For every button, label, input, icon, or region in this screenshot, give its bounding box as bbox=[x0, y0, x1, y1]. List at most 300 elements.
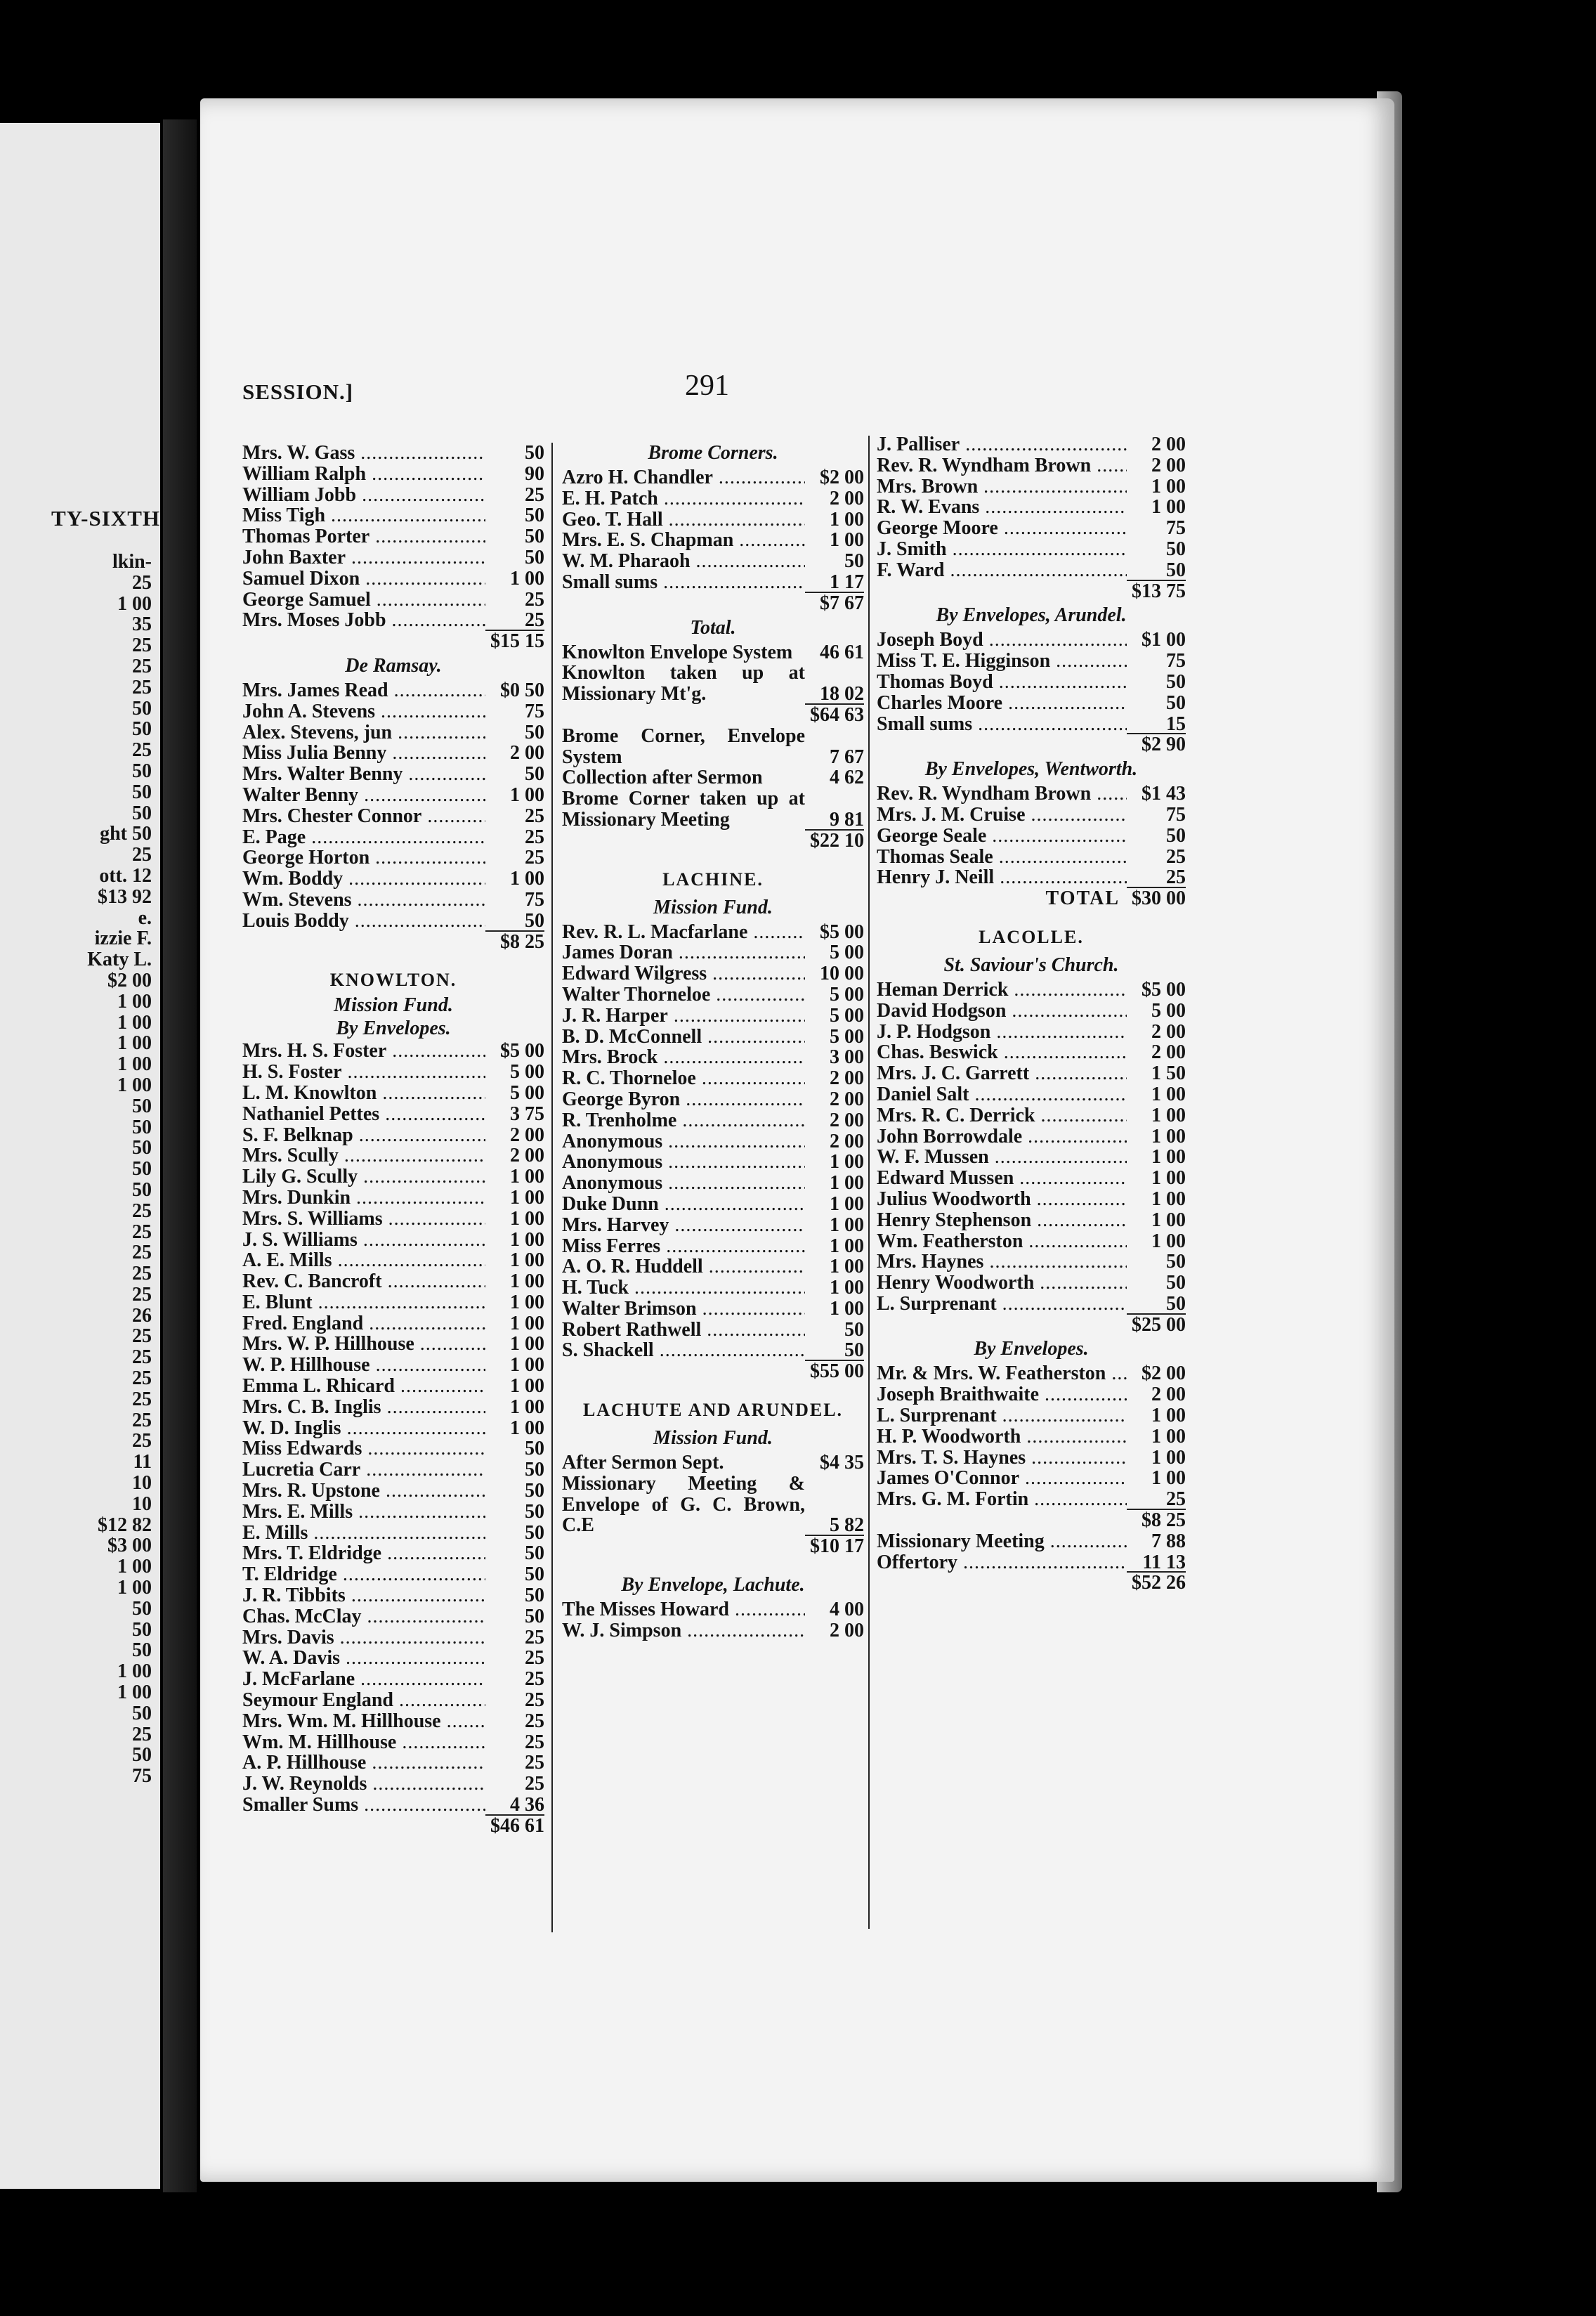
list-item bbox=[242, 806, 544, 827]
donation-amount: 25 bbox=[525, 1752, 544, 1774]
donation-amount: 1 00 bbox=[830, 1235, 864, 1257]
list-item bbox=[242, 1313, 544, 1334]
entry-amount: 46 61 bbox=[820, 641, 864, 663]
left-page-line: 25 bbox=[132, 1242, 152, 1264]
donation-amount: 25 bbox=[525, 826, 544, 848]
list-item bbox=[877, 847, 1186, 868]
donation-amount: 25 bbox=[525, 609, 544, 632]
donor-name: Wm. M. Hillhouse ..... bbox=[242, 1732, 485, 1753]
left-page-line: $3 00 bbox=[107, 1535, 152, 1557]
list-item bbox=[877, 1448, 1186, 1469]
donor-name: Mrs. H. S. Foster ..... bbox=[242, 1041, 485, 1062]
donor-name: Mrs. Dunkin ..... bbox=[242, 1188, 485, 1209]
list-item bbox=[242, 1145, 544, 1166]
list-item bbox=[242, 1104, 544, 1125]
donation-amount: 50 bbox=[844, 550, 864, 573]
donation-amount: 5 00 bbox=[830, 1025, 864, 1048]
donor-name: George Moore ..... bbox=[877, 518, 1127, 539]
donation-amount: 15 bbox=[1166, 713, 1186, 735]
donor-name: Mrs. Haynes ..... bbox=[877, 1251, 1127, 1273]
list-item bbox=[242, 1292, 544, 1313]
list-item bbox=[242, 1188, 544, 1209]
donor-name: Walter Brimson ..... bbox=[562, 1299, 805, 1320]
donor-name: Mrs. Scully ..... bbox=[242, 1145, 485, 1166]
left-page-line: 1 00 bbox=[117, 1660, 152, 1683]
subtotal-row bbox=[242, 631, 544, 652]
list-item bbox=[242, 911, 544, 932]
left-page-line: 50 bbox=[132, 781, 152, 803]
heading-lachute-arundel: LACHUTE AND ARUNDEL. bbox=[582, 1400, 844, 1421]
heading-brome-corners: Brome Corners. bbox=[648, 442, 778, 464]
donation-amount: 1 00 bbox=[510, 1375, 544, 1398]
donation-amount: 1 00 bbox=[1151, 1467, 1186, 1490]
donor-name: J. R. Tibbits ..... bbox=[242, 1585, 485, 1606]
list-item bbox=[242, 526, 544, 547]
donation-amount: 25 bbox=[525, 1731, 544, 1753]
heading-wentworth: By Envelopes, Wentworth. bbox=[924, 758, 1138, 781]
list-item bbox=[877, 497, 1186, 518]
list-item bbox=[242, 1459, 544, 1481]
donation-amount: 25 bbox=[1166, 1488, 1186, 1511]
donation-amount: 1 00 bbox=[510, 1291, 544, 1313]
total-amount: $30 00 bbox=[1127, 887, 1186, 909]
subtotal-amount: $7 67 bbox=[805, 592, 864, 614]
donor-name: James O'Connor ..... bbox=[877, 1468, 1127, 1489]
list-item bbox=[877, 1552, 1186, 1573]
donation-amount: 2 00 bbox=[1151, 434, 1186, 455]
donation-amount: 1 00 bbox=[1151, 475, 1186, 497]
left-page-line: 50 bbox=[132, 1178, 152, 1201]
donation-amount: 5 00 bbox=[510, 1081, 544, 1104]
donor-name: J. S. Williams ..... bbox=[242, 1230, 485, 1251]
list-lachine bbox=[562, 922, 864, 1362]
subtotal-row bbox=[877, 1510, 1186, 1531]
left-page-line: 1 00 bbox=[117, 1032, 152, 1055]
donor-name: R. W. Evans ..... bbox=[877, 497, 1127, 518]
left-page-line: 50 bbox=[132, 1116, 152, 1138]
donation-amount: 75 bbox=[1166, 650, 1186, 672]
donor-name: Charles Moore ..... bbox=[877, 693, 1127, 714]
donation-amount: 1 00 bbox=[830, 508, 864, 531]
donation-amount: $0 50 bbox=[500, 679, 544, 701]
donor-name: Mrs. E. Mills ..... bbox=[242, 1502, 485, 1523]
column-3 bbox=[877, 434, 1186, 1594]
subtotal-amount: $22 10 bbox=[805, 829, 864, 852]
subtotal-amount: $15 15 bbox=[485, 630, 544, 652]
donation-amount: 50 bbox=[525, 526, 544, 548]
donation-amount: 50 bbox=[525, 505, 544, 527]
list-item bbox=[242, 485, 544, 506]
list-item bbox=[877, 783, 1186, 805]
list-item bbox=[877, 1531, 1186, 1552]
donation-amount: 1 00 bbox=[1151, 1188, 1186, 1210]
donation-amount: 75 bbox=[1166, 803, 1186, 826]
list-brome-corners bbox=[562, 467, 864, 593]
list-item bbox=[242, 827, 544, 848]
donation-amount: 1 17 bbox=[830, 571, 864, 593]
donation-amount: $5 00 bbox=[500, 1040, 544, 1062]
donor-name: Thomas Seale ..... bbox=[877, 847, 1127, 868]
donation-amount: 5 00 bbox=[830, 983, 864, 1006]
donor-name: E. H. Patch ..... bbox=[562, 488, 805, 509]
left-page-line: 50 bbox=[132, 802, 152, 824]
list-item bbox=[562, 1299, 864, 1320]
left-page-line: $13 92 bbox=[98, 885, 152, 908]
donor-name: Wm. Stevens ..... bbox=[242, 890, 485, 911]
column-rule bbox=[551, 443, 553, 1932]
column-1 bbox=[242, 443, 544, 1837]
list-item bbox=[242, 1585, 544, 1606]
donor-name: Mrs. J. C. Garrett ..... bbox=[877, 1063, 1127, 1084]
donor-name: Mrs. T. Eldridge ..... bbox=[242, 1543, 485, 1564]
left-page-line: 25 bbox=[132, 1283, 152, 1306]
donation-amount: 1 00 bbox=[830, 1192, 864, 1215]
donation-amount: 1 00 bbox=[510, 1396, 544, 1418]
list-wentworth bbox=[877, 783, 1186, 888]
donor-name: Joseph Boyd ..... bbox=[877, 630, 1127, 651]
donor-name: Joseph Braithwaite ..... bbox=[877, 1384, 1127, 1405]
donation-amount: 1 00 bbox=[830, 1277, 864, 1299]
list-item bbox=[562, 1027, 864, 1048]
left-page-line: e. bbox=[138, 906, 152, 929]
running-head: SESSION.] bbox=[242, 379, 354, 404]
donor-name: Mrs. Walter Benny ..... bbox=[242, 764, 485, 785]
donor-name: R. Trenholme ..... bbox=[562, 1110, 805, 1131]
donor-name: Mrs. J. M. Cruise ..... bbox=[877, 805, 1127, 826]
donor-name: Emma L. Rhicard ..... bbox=[242, 1376, 485, 1397]
left-page-line: 1 00 bbox=[117, 1074, 152, 1096]
list-item bbox=[242, 890, 544, 911]
donor-name: David Hodgson ..... bbox=[877, 1001, 1127, 1022]
list-item bbox=[242, 1732, 544, 1753]
donor-name: John A. Stevens ..... bbox=[242, 701, 485, 722]
donor-name: Missionary Meeting ..... bbox=[877, 1531, 1127, 1552]
list-item bbox=[877, 476, 1186, 497]
donor-name: George Samuel ..... bbox=[242, 590, 485, 611]
subtotal-amount: $55 00 bbox=[805, 1360, 864, 1382]
donor-name: Mrs. E. S. Chapman ..... bbox=[562, 530, 805, 551]
heading-mission-fund: Mission Fund. bbox=[653, 896, 773, 918]
list-item bbox=[877, 1251, 1186, 1273]
subtotal-row bbox=[877, 1573, 1186, 1594]
donation-amount: 1 00 bbox=[830, 1214, 864, 1236]
donation-amount: 1 00 bbox=[510, 1249, 544, 1272]
donor-name: Smaller Sums ..... bbox=[242, 1795, 485, 1816]
list-item bbox=[562, 572, 864, 593]
donor-name: Rev. R. L. Macfarlane ..... bbox=[562, 922, 805, 943]
donation-amount: 1 00 bbox=[1151, 1167, 1186, 1190]
donor-name: John Baxter ..... bbox=[242, 547, 485, 568]
list-item bbox=[562, 1194, 864, 1215]
heading-arundel: By Envelopes, Arundel. bbox=[936, 604, 1127, 627]
list-item bbox=[562, 551, 864, 572]
list-item bbox=[562, 530, 864, 551]
donor-name: Mrs. R. Upstone ..... bbox=[242, 1481, 485, 1502]
list-item bbox=[562, 1215, 864, 1236]
list-knowlton bbox=[242, 1041, 544, 1815]
list-item bbox=[562, 1110, 864, 1131]
left-page-line: 10 bbox=[132, 1492, 152, 1515]
left-page-line: 25 bbox=[132, 655, 152, 677]
list-item bbox=[242, 1648, 544, 1669]
donor-name: Anonymous ..... bbox=[562, 1173, 805, 1194]
donor-name: Louis Boddy ..... bbox=[242, 911, 485, 932]
donation-amount: 1 00 bbox=[1151, 1446, 1186, 1469]
donation-amount: 1 00 bbox=[1151, 1083, 1186, 1105]
donation-amount: 11 13 bbox=[1142, 1551, 1186, 1573]
list-item bbox=[877, 1273, 1186, 1294]
donor-name: A. O. R. Huddell ..... bbox=[562, 1256, 805, 1277]
donor-name: J. W. Reynolds ..... bbox=[242, 1774, 485, 1795]
list-item bbox=[242, 505, 544, 526]
donation-amount: 50 bbox=[525, 1459, 544, 1481]
donation-amount: 1 00 bbox=[1151, 1405, 1186, 1427]
donation-amount: 75 bbox=[1166, 517, 1186, 540]
donation-amount: 25 bbox=[525, 805, 544, 827]
donor-name: Henry Stephenson ..... bbox=[877, 1210, 1127, 1231]
left-page-line: ght 50 bbox=[100, 823, 152, 845]
donation-amount: $5 00 bbox=[1142, 978, 1186, 1001]
donor-name: E. Blunt ..... bbox=[242, 1292, 485, 1313]
donor-name: Daniel Salt ..... bbox=[877, 1084, 1127, 1105]
list-item bbox=[877, 1426, 1186, 1448]
left-page-line: 50 bbox=[132, 1137, 152, 1159]
donor-name: Rev. R. Wyndham Brown ..... bbox=[877, 455, 1127, 476]
donor-name: Mrs. Wm. M. Hillhouse ..... bbox=[242, 1711, 485, 1732]
donation-amount: 25 bbox=[525, 1773, 544, 1795]
list-item bbox=[877, 1189, 1186, 1210]
list-item bbox=[242, 868, 544, 890]
lachute-entry bbox=[562, 1473, 864, 1536]
donor-name: Mrs. Davis ..... bbox=[242, 1627, 485, 1648]
donation-amount: 50 bbox=[1166, 1292, 1186, 1315]
donor-name: W. J. Simpson ..... bbox=[562, 1620, 805, 1641]
list-item bbox=[242, 1523, 544, 1544]
left-page-line: 50 bbox=[132, 1095, 152, 1117]
donor-name: James Doran ..... bbox=[562, 942, 805, 963]
entry-amount: 4 62 bbox=[830, 767, 864, 789]
left-page-line: 50 bbox=[132, 718, 152, 741]
entry-amount: 18 02 bbox=[820, 683, 864, 705]
left-page-line: 25 bbox=[132, 739, 152, 762]
donation-amount: 2 00 bbox=[830, 1619, 864, 1641]
left-page-line: 1 00 bbox=[117, 1556, 152, 1578]
donation-amount: 1 00 bbox=[830, 1256, 864, 1278]
donation-amount: 1 00 bbox=[830, 1151, 864, 1173]
donation-amount: 90 bbox=[525, 462, 544, 485]
donation-amount: 50 bbox=[1166, 1251, 1186, 1273]
subtotal-amount: $25 00 bbox=[1127, 1313, 1186, 1336]
left-page-line: 50 bbox=[132, 1702, 152, 1724]
list-item bbox=[877, 1126, 1186, 1147]
donation-amount: 25 bbox=[1166, 866, 1186, 889]
donation-amount: 1 00 bbox=[510, 1333, 544, 1355]
total-entry bbox=[562, 788, 864, 831]
donor-name: Thomas Porter ..... bbox=[242, 526, 485, 547]
donor-name: Small sums ..... bbox=[562, 572, 805, 593]
left-page-fragments bbox=[0, 552, 155, 1787]
donation-amount: 1 00 bbox=[510, 1417, 544, 1439]
left-page-line: 25 bbox=[132, 1367, 152, 1390]
left-page-line: 25 bbox=[132, 1409, 152, 1431]
list-item bbox=[242, 590, 544, 611]
heading-by-envelopes: By Envelopes. bbox=[974, 1338, 1089, 1360]
left-page-line: 26 bbox=[132, 1304, 152, 1327]
donor-name: Mrs. S. Williams ..... bbox=[242, 1209, 485, 1230]
donation-amount: 25 bbox=[525, 1647, 544, 1670]
list-item bbox=[877, 1231, 1186, 1252]
donation-amount: $1 00 bbox=[1142, 629, 1186, 651]
donation-amount: 50 bbox=[525, 1480, 544, 1502]
lachute-entry bbox=[562, 1452, 864, 1473]
left-page-line: 50 bbox=[132, 1618, 152, 1641]
subtotal-row bbox=[562, 705, 864, 726]
list-item bbox=[242, 443, 544, 464]
list-item bbox=[242, 1376, 544, 1397]
list-item bbox=[242, 1752, 544, 1774]
donor-name: George Byron ..... bbox=[562, 1089, 805, 1110]
donation-amount: 2 00 bbox=[1151, 1041, 1186, 1064]
donor-name: Miss Ferres ..... bbox=[562, 1236, 805, 1257]
left-page-line: 25 bbox=[132, 844, 152, 866]
donation-amount: 7 88 bbox=[1151, 1530, 1186, 1552]
left-page-line: 25 bbox=[132, 571, 152, 594]
left-page-line: 50 bbox=[132, 1597, 152, 1620]
left-page-line: 25 bbox=[132, 1388, 152, 1410]
left-page-line: 11 bbox=[133, 1451, 152, 1473]
donor-name: Offertory ..... bbox=[877, 1552, 1127, 1573]
total-label: TOTAL bbox=[1045, 888, 1120, 909]
list-item bbox=[562, 1006, 864, 1027]
donation-amount: 1 00 bbox=[510, 1207, 544, 1230]
heading-st-saviours: St. Saviour's Church. bbox=[943, 954, 1119, 976]
donation-amount: 1 00 bbox=[1151, 1146, 1186, 1169]
entry-text: Knowlton Envelope System bbox=[562, 642, 793, 663]
donor-name: Wm. Featherston ..... bbox=[877, 1231, 1127, 1252]
list-item bbox=[242, 764, 544, 785]
donor-name: E. Mills ..... bbox=[242, 1523, 485, 1544]
left-page-line: 10 bbox=[132, 1472, 152, 1495]
entry-amount: 9 81 bbox=[830, 808, 864, 831]
list-item bbox=[242, 1125, 544, 1146]
donor-name: L. Surprenant ..... bbox=[877, 1294, 1127, 1315]
list-item bbox=[877, 651, 1186, 672]
list-item bbox=[562, 1256, 864, 1277]
entry-text: Knowlton taken up at Missionary Mt'g. bbox=[562, 663, 805, 705]
subtotal-row bbox=[562, 1536, 864, 1557]
list-item bbox=[242, 1355, 544, 1376]
donation-amount: $1 43 bbox=[1142, 783, 1186, 805]
list-item bbox=[242, 1481, 544, 1502]
donation-amount: 1 00 bbox=[830, 1172, 864, 1195]
subtotal-amount: $52 26 bbox=[1127, 1571, 1186, 1594]
donation-amount: 50 bbox=[525, 1500, 544, 1523]
subtotal-amount: $10 17 bbox=[805, 1535, 864, 1557]
donation-amount: 1 50 bbox=[1151, 1062, 1186, 1085]
donation-amount: 50 bbox=[525, 1563, 544, 1586]
entry-amount: 7 67 bbox=[830, 746, 864, 768]
donor-name: A. P. Hillhouse ..... bbox=[242, 1752, 485, 1774]
left-page-line: 25 bbox=[132, 1199, 152, 1222]
list-item bbox=[242, 547, 544, 568]
subtotal-amount: $46 61 bbox=[485, 1814, 544, 1837]
left-running-head: TY-SIXTH bbox=[51, 506, 160, 531]
donor-name: Samuel Dixon ..... bbox=[242, 568, 485, 590]
left-page-line: 1 00 bbox=[117, 990, 152, 1013]
list-item bbox=[242, 1271, 544, 1292]
donor-name: William Jobb ..... bbox=[242, 485, 485, 506]
list-item bbox=[877, 693, 1186, 714]
list-item bbox=[877, 1105, 1186, 1126]
donor-name: Wm. Boddy ..... bbox=[242, 868, 485, 890]
donor-name: W. P. Hillhouse ..... bbox=[242, 1355, 485, 1376]
list-item bbox=[877, 1468, 1186, 1489]
left-page-line: 25 bbox=[132, 676, 152, 698]
left-page-line: 25 bbox=[132, 1723, 152, 1745]
subtotal-row bbox=[562, 593, 864, 614]
donor-name: T. Eldridge ..... bbox=[242, 1564, 485, 1585]
list-item bbox=[877, 1084, 1186, 1105]
list-item bbox=[877, 1384, 1186, 1405]
left-page-line: 1 00 bbox=[117, 1577, 152, 1599]
left-page-line: 25 bbox=[132, 1263, 152, 1285]
list-item bbox=[562, 942, 864, 963]
donor-name: Edward Wilgress ..... bbox=[562, 963, 805, 984]
left-page-line: lkin- bbox=[112, 551, 152, 573]
donor-name: Mrs. Brock ..... bbox=[562, 1047, 805, 1068]
donation-amount: 1 00 bbox=[510, 1270, 544, 1293]
donation-amount: 1 00 bbox=[1151, 1209, 1186, 1231]
list-item bbox=[242, 1438, 544, 1459]
list-item bbox=[242, 610, 544, 631]
left-page-line: $12 82 bbox=[98, 1514, 152, 1536]
donor-name: Mrs. Moses Jobb ..... bbox=[242, 610, 485, 631]
donor-name: Small sums ..... bbox=[877, 714, 1127, 735]
donor-name: J. Palliser ..... bbox=[877, 434, 1127, 455]
donation-amount: 5 00 bbox=[510, 1061, 544, 1084]
donor-name: H. S. Foster ..... bbox=[242, 1062, 485, 1083]
list-item bbox=[242, 1230, 544, 1251]
list-item bbox=[562, 1068, 864, 1089]
list-item bbox=[562, 963, 864, 984]
list-de-ramsay bbox=[242, 680, 544, 932]
list-item bbox=[242, 785, 544, 806]
donor-name: Fred. England ..... bbox=[242, 1313, 485, 1334]
donor-name: Walter Benny ..... bbox=[242, 785, 485, 806]
donor-name: J. Smith ..... bbox=[877, 539, 1127, 560]
heading-de-ramsay: De Ramsay. bbox=[345, 654, 442, 677]
list-item bbox=[242, 1606, 544, 1627]
donor-name: L. Surprenant ..... bbox=[877, 1405, 1127, 1426]
total-entry bbox=[562, 767, 864, 788]
donation-amount: 1 00 bbox=[1151, 1104, 1186, 1126]
heading-mission-fund: Mission Fund. bbox=[334, 994, 453, 1017]
donation-amount: 1 00 bbox=[510, 1312, 544, 1334]
list-lacolle-envelopes bbox=[877, 1363, 1186, 1510]
list-item bbox=[242, 743, 544, 764]
donor-name: L. M. Knowlton ..... bbox=[242, 1083, 485, 1104]
donor-name: Edward Mussen ..... bbox=[877, 1168, 1127, 1189]
donation-amount: $2 00 bbox=[1142, 1362, 1186, 1385]
subtotal-amount: $8 25 bbox=[1127, 1509, 1186, 1531]
left-page-line: Katy L. bbox=[87, 949, 152, 971]
donation-amount: 50 bbox=[525, 1542, 544, 1565]
list-item bbox=[877, 1022, 1186, 1043]
donation-amount: 1 00 bbox=[830, 1297, 864, 1320]
book-gutter bbox=[163, 119, 197, 2192]
donor-name: Nathaniel Pettes ..... bbox=[242, 1104, 485, 1125]
list-item bbox=[242, 568, 544, 590]
